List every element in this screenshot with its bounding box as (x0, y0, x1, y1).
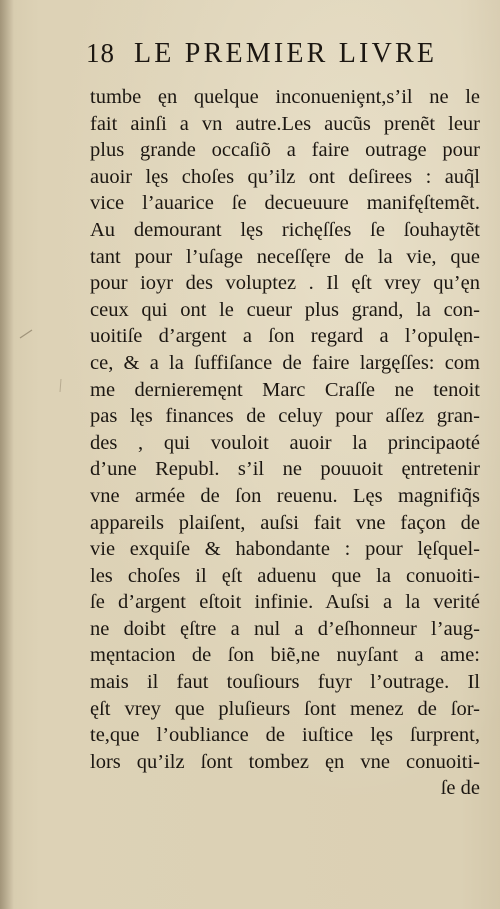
text-line: auoir lęs choſes qu’ilz ont deſirees : auq̃l (90, 165, 480, 188)
text-line: plus grande occaſiõ a faire outrage pour (90, 139, 480, 162)
margin-stroke (20, 330, 32, 338)
text-line: tant pour l’uſage neceſſęre de la vie, que (90, 245, 480, 268)
text-line: te,que l’oubliance de iuſtice lęs ſurprent, (90, 724, 480, 747)
text-line: vie exquiſe & habondante : pour lęſquel- (90, 538, 480, 561)
text-line: me dernieremęnt Marc Craſſe ne tenoit (90, 378, 480, 401)
text-line: Au demourant lęs richęſſes ſe ſouhaytẽt (90, 218, 480, 241)
text-line: fait ainſi a vn autre.Les aucũs prenẽt leur (90, 112, 480, 135)
text-line: ſe d’argent eſtoit infinie. Auſsi a la verité (90, 591, 480, 614)
text-line: d’une Republ. s’il ne pouuoit ęntretenir (90, 458, 480, 481)
text-line: vice l’auarice ſe decueuure manifęſtemẽt. (90, 192, 480, 215)
text-line: ce, & a la ſuffiſance de faire largęſſes: com (90, 351, 480, 374)
gutter-shadow (0, 0, 14, 909)
text-line: tumbe ęn quelque inconueniȩnt,s’il ne le (90, 86, 480, 108)
text-line: mais il faut touſiours fuyr l’outrage. Il (90, 671, 480, 694)
catchword: ſe de (440, 777, 480, 800)
text-line: pour ioyr des voluptez . Il ęſt vrey qu’ęn (90, 272, 480, 295)
running-title: LE PREMIER LIVRE (134, 38, 438, 69)
body-text (90, 84, 480, 802)
text-line: vne armée de ſon reuenu. Lęs magnifiq̃s (90, 484, 480, 507)
text-line: lors qu’ilz ſont tombez ęn vne conuoiti- (90, 750, 480, 773)
text-line: ne doibt ęſtre a nul a d’eſhonneur l’aug- (90, 617, 480, 640)
page-number: 18 (86, 38, 115, 68)
text-line: appareils plaiſent, auſsi fait vne façon de (90, 511, 480, 534)
text-line: ceux qui ont le cueur plus grand, la con- (90, 298, 480, 321)
text-line: des , qui vouloit auoir la principaoté (90, 431, 480, 454)
text-line: uoitiſe d’argent a ſon regard a l’opulęn- (90, 325, 480, 348)
running-head (86, 38, 466, 74)
text-line: ęſt vrey que pluſieurs ſont menez de ſor- (90, 697, 480, 720)
margin-stroke (60, 379, 61, 392)
text-line: męntacion de ſon biẽ,ne nuyſant a ame: (90, 644, 480, 667)
text-line: pas lęs finances de celuy pour aſſez gran- (90, 405, 480, 428)
text-line: les choſes il ęſt aduenu que la conuoiti- (90, 564, 480, 587)
